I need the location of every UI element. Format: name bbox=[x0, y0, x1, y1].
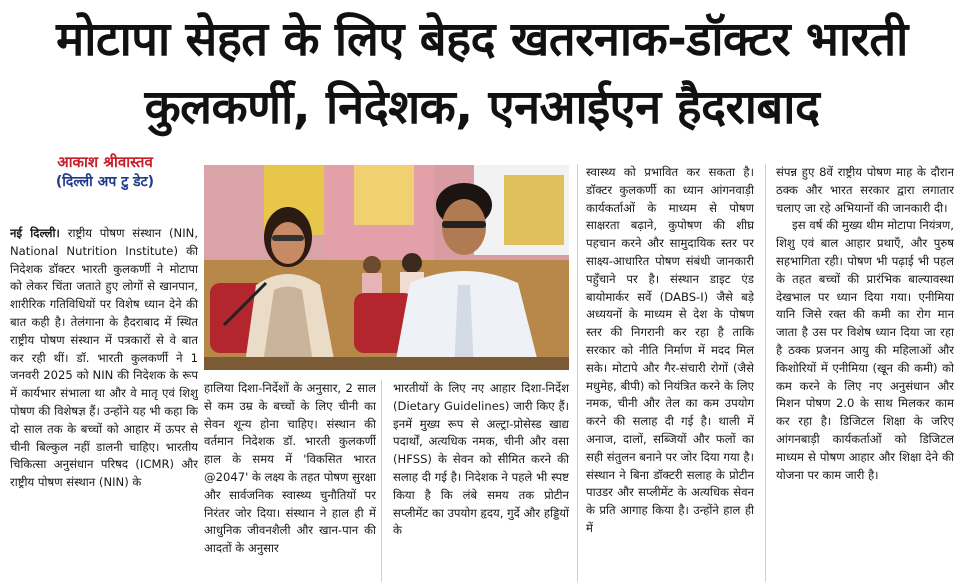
column-divider bbox=[765, 164, 766, 582]
paragraph-text: राष्ट्रीय पोषण संस्थान (NIN, National Nutrition Institute) की निदेशक डॉक्टर भारती कुलकर्णी ने मोटापा को लेकर चिंता जताते हुए लोगों से खानपान, शारीरिक गतिविधियों पर विशेष ध्यान देने की बात कही है। तेलंगाना के हैदराबाद में स्थित राष्ट्रीय पोषण संस्थान में पत्रकारों से वे बात कर रही थीं। डॉ. भारती कुलकर्णी ने 1 जनवरी 2025 को NIN की निदेशक के रूप में कार्यभार संभाला था और वे मातृ एवं शिशु पोषण की विशेषज्ञ हैं। उन्होंने यह भी कहा कि दो साल तक के बच्चों को आहार में ऊपर से चीनी बिल्कुल नहीं डालनी चाहिए। भारतीय चिकित्सा अनुसंधान परिषद (ICMR) और राष्ट्रीय पोषण संस्थान (NIN) के bbox=[10, 226, 198, 490]
headline bbox=[0, 6, 964, 142]
byline bbox=[10, 152, 200, 192]
column-divider bbox=[577, 164, 578, 582]
article-paragraph: संपन्न हुए 8वें राष्ट्रीय पोषण माह के दौरान ठक्क और भारत सरकार द्वारा लगातार चलाए जा रहे अभियानों की जानकारी दी। bbox=[776, 165, 954, 215]
article-column-3 bbox=[393, 380, 569, 582]
article-column-1 bbox=[10, 225, 198, 581]
article-column-2 bbox=[204, 380, 376, 582]
headline-line-2: कुलकर्णी, निदेशक, एनआईएन हैदराबाद bbox=[144, 80, 820, 135]
article-paragraph: भारतीयों के लिए नए आहार दिशा-निर्देश (Dietary Guidelines) जारी किए हैं। इनमें मुख्य रूप से अल्ट्रा-प्रोसेस्ड खाद्य पदार्थों, अत्यधिक नमक, चीनी और वसा (HFSS) के सेवन को सीमित करने की सलाह दी गई है। निदेशक ने पहले भी स्पष्ट किया है कि लंबे समय तक प्रोटीन सप्लीमेंट का उपयोग हृदय, गुर्दे और हड्डियों के bbox=[393, 381, 569, 538]
headline-line-1: मोटापा सेहत के लिए बेहद खतरनाक-डॉक्टर भारती bbox=[56, 12, 908, 67]
column-divider bbox=[381, 380, 382, 582]
article-paragraph: हालिया दिशा-निर्देशों के अनुसार, 2 साल से कम उम्र के बच्चों के लिए चीनी का सेवन शून्य होना चाहिए। संस्थान की वर्तमान निदेशक डॉ. भारती कुलकर्णी हाल के समय में 'विकसित भारत @2047' के लक्ष्य के तहत पोषण सुरक्षा और सार्वजनिक स्वास्थ्य चुनौतियों पर निरंतर जोर दिया। संस्थान ने हाल ही में आधुनिक जीवनशैली और खान-पान की आदतों के अनुसार bbox=[204, 381, 376, 556]
article-column-4 bbox=[586, 164, 754, 582]
reporter-desk: (दिल्ली अप टु डेट) bbox=[55, 174, 155, 190]
article-paragraph: स्वास्थ्य को प्रभावित कर सकता है। डॉक्टर कुलकर्णी का ध्यान आंगनवाड़ी कार्यकर्ताओं के माध्यम से पोषण साक्षरता बढ़ाने, कुपोषण की शीघ्र पहचान करने और सामुदायिक स्तर पर साक्ष्य-आधारित पोषण संबंधी जानकारी पहुँचाने पर है। संस्थान डाइट एंड बायोमार्कर सर्वे (DABS-I) जैसे बड़े अध्ययनों के माध्यम से देश के पोषण स्तर की निगरानी कर रहा है ताकि सरकार को नीति निर्माण में मदद मिल सके। मोटापे और गैर-संचारी रोगों (जैसे मधुमेह, बीपी) को नियंत्रित करने के लिए नमक, चीनी और तेल का कम उपयोग करने की सलाह दी गई है। थाली में अनाज, दालों, सब्जियों और फलों का सही संतुलन बनाने पर जोर दिया गया है। संस्थान ने बिना डॉक्टरी सलाह के प्रोटीन पाउडर और सप्लीमेंट के अत्यधिक सेवन के प्रति आगाह किया है। उन्होंने हाल ही में bbox=[586, 165, 754, 535]
dateline: नई दिल्ली। bbox=[10, 226, 60, 240]
article-paragraph: इस वर्ष की मुख्य थीम मोटापा नियंत्रण, शिशु एवं बाल आहार प्रथाएँ, और पुरुष सहभागिता रही। पोषण भी पढ़ाई भी पहल के तहत बच्चों की प्रारंभिक बाल्यावस्था देखभाल पर ध्यान दिया गया। एनीमिया यानि जिसे रक्त की कमी का रोग मान जाता है उस पर विशेष ध्यान दिया जा रहा है ठक्क प्रजनन आयु की महिलाओं और किशोरियों में एनीमिया (खून की कमी) को कम करने के लिए नए अनुसंधान और मिशन पोषण 2.0 के साथ मिलकर काम कर रहा है। डिजिटल शिक्षा के जरिए आंगनबाड़ी कार्यकर्ताओं को डिजिटल माध्यम से पोषण आहार और शिक्षा देने की योजना पर काम जारी है। bbox=[776, 218, 954, 482]
photo-illustration bbox=[204, 165, 569, 370]
article-column-5 bbox=[776, 164, 954, 582]
article-paragraph bbox=[10, 225, 198, 492]
reporter-name: आकाश श्रीवास्तव bbox=[57, 153, 153, 171]
press-photo bbox=[204, 165, 569, 370]
